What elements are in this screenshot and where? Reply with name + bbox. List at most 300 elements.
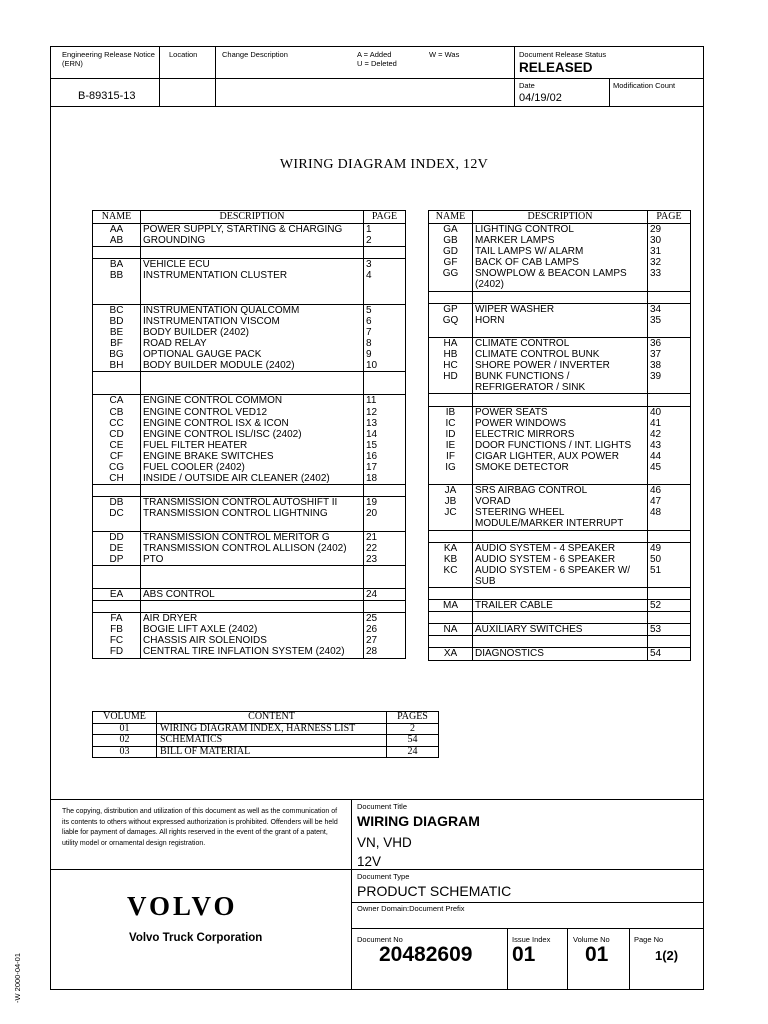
index-code — [429, 291, 473, 303]
volume-pages: 24 — [387, 746, 439, 758]
issue-index-value: 01 — [512, 943, 536, 966]
index-code: GQ — [429, 315, 473, 326]
index-row — [93, 247, 406, 259]
page-title: WIRING DIAGRAM INDEX, 12V — [279, 157, 489, 172]
index-page — [648, 291, 691, 303]
volume-row — [93, 723, 439, 735]
index-page: 41 — [648, 418, 691, 429]
name-header: NAME — [429, 211, 473, 224]
index-row — [93, 418, 406, 429]
index-description: REFRIGERATOR / SINK — [473, 382, 648, 394]
index-code: IB — [429, 406, 473, 418]
index-code: FD — [93, 646, 141, 658]
index-row — [93, 304, 406, 316]
index-page: 6 — [364, 316, 406, 327]
index-description: SNOWPLOW & BEACON LAMPS — [473, 268, 648, 279]
document-title-label: Document Title — [357, 802, 408, 811]
index-description: INSTRUMENTATION QUALCOMM — [141, 304, 364, 316]
index-code — [93, 293, 141, 305]
index-row — [93, 440, 406, 451]
index-description — [473, 473, 648, 485]
index-code — [93, 247, 141, 259]
index-description: POWER SUPPLY, STARTING & CHARGING — [141, 224, 364, 236]
document-title-line-3: 12V — [357, 854, 382, 869]
index-code: BH — [93, 360, 141, 372]
index-description: ELECTRIC MIRRORS — [473, 429, 648, 440]
index-page — [364, 293, 406, 305]
index-row — [429, 451, 691, 462]
index-description — [141, 383, 364, 395]
index-row — [429, 530, 691, 542]
index-page — [364, 372, 406, 384]
index-code: GG — [429, 268, 473, 279]
index-page — [648, 530, 691, 542]
index-page: 17 — [364, 462, 406, 473]
index-page: 3 — [364, 259, 406, 271]
index-description: BOGIE LIFT AXLE (2402) — [141, 624, 364, 635]
index-description: AUXILIARY SWITCHES — [473, 624, 648, 636]
index-description: ENGINE BRAKE SWITCHES — [141, 451, 364, 462]
index-page — [648, 636, 691, 648]
date-label: Date — [519, 81, 535, 90]
index-code: FB — [93, 624, 141, 635]
index-row — [429, 496, 691, 507]
index-description: AUDIO SYSTEM - 6 SPEAKER W/ — [473, 565, 648, 576]
index-row — [429, 326, 691, 338]
index-description — [141, 485, 364, 497]
index-page: 32 — [648, 257, 691, 268]
index-description: TAIL LAMPS W/ ALARM — [473, 246, 648, 257]
index-code: BC — [93, 304, 141, 316]
index-row — [93, 259, 406, 271]
index-row — [93, 601, 406, 613]
modification-count-label: Modification Count — [613, 81, 676, 90]
index-page: 7 — [364, 327, 406, 338]
index-code — [93, 281, 141, 292]
index-description: SMOKE DETECTOR — [473, 462, 648, 473]
index-row — [93, 543, 406, 554]
pages-header: PAGES — [387, 712, 439, 724]
index-code: GB — [429, 235, 473, 246]
index-code: HB — [429, 349, 473, 360]
page-header: PAGE — [648, 211, 691, 224]
added-legend: A = Added — [357, 50, 392, 59]
index-code — [93, 519, 141, 531]
index-description — [141, 372, 364, 384]
index-page: 27 — [364, 635, 406, 646]
index-description — [141, 601, 364, 613]
index-description: AUDIO SYSTEM - 4 SPEAKER — [473, 542, 648, 554]
volume-header-row — [93, 712, 439, 724]
index-page: 44 — [648, 451, 691, 462]
volume-number-label: Volume No — [573, 935, 610, 944]
index-row — [429, 565, 691, 576]
index-row — [93, 360, 406, 372]
index-page — [364, 281, 406, 292]
index-code: MA — [429, 600, 473, 612]
index-description — [141, 577, 364, 589]
copyright-notice: The copying, distribution and utilization of this document as well as the communication of its contents to others without expressed authorization is prohibited. Offenders will be held liable for payment of damages. All rights reserved in the event of the grant of a patent, utility model or ornamental design registration. — [62, 808, 338, 847]
index-code — [429, 326, 473, 338]
index-code: FA — [93, 613, 141, 625]
index-page: 38 — [648, 360, 691, 371]
index-description: CLIMATE CONTROL BUNK — [473, 349, 648, 360]
index-code — [429, 394, 473, 406]
index-code — [429, 636, 473, 648]
index-description: CIGAR LIGHTER, AUX POWER — [473, 451, 648, 462]
index-description: ABS CONTROL — [141, 589, 364, 601]
index-page: 11 — [364, 395, 406, 407]
index-row — [429, 224, 691, 236]
index-code: XA — [429, 648, 473, 660]
index-code: CE — [93, 440, 141, 451]
index-code — [429, 576, 473, 588]
index-description: FUEL COOLER (2402) — [141, 462, 364, 473]
index-page: 26 — [364, 624, 406, 635]
index-code — [429, 279, 473, 291]
index-description: AUDIO SYSTEM - 6 SPEAKER — [473, 554, 648, 565]
index-code — [429, 473, 473, 485]
index-row — [93, 395, 406, 407]
index-code: CC — [93, 418, 141, 429]
index-row — [429, 268, 691, 279]
index-page — [364, 485, 406, 497]
index-row — [429, 624, 691, 636]
index-page: 15 — [364, 440, 406, 451]
index-row — [93, 349, 406, 360]
index-description: GROUNDING — [141, 235, 364, 247]
index-code: GA — [429, 224, 473, 236]
index-row — [429, 371, 691, 382]
index-code: KC — [429, 565, 473, 576]
index-page: 39 — [648, 371, 691, 382]
index-page: 18 — [364, 473, 406, 485]
index-description — [141, 281, 364, 292]
index-row — [93, 293, 406, 305]
index-row — [429, 542, 691, 554]
index-page: 43 — [648, 440, 691, 451]
index-description: SRS AIRBAG CONTROL — [473, 485, 648, 497]
index-row — [93, 383, 406, 395]
index-page: 29 — [648, 224, 691, 236]
index-description: FUEL FILTER HEATER — [141, 440, 364, 451]
volume-pages: 2 — [387, 723, 439, 735]
index-description — [473, 612, 648, 624]
name-header: NAME — [93, 211, 141, 224]
index-code: JA — [429, 485, 473, 497]
index-code — [429, 382, 473, 394]
index-description: ROAD RELAY — [141, 338, 364, 349]
index-page: 8 — [364, 338, 406, 349]
right-index-table — [428, 210, 691, 661]
index-page: 47 — [648, 496, 691, 507]
index-row — [429, 235, 691, 246]
index-row — [93, 485, 406, 497]
index-code: CB — [93, 407, 141, 418]
index-row — [429, 360, 691, 371]
index-row — [429, 429, 691, 440]
index-description: VEHICLE ECU — [141, 259, 364, 271]
index-description: (2402) — [473, 279, 648, 291]
side-form-code: -W 2000-04-01 — [13, 952, 22, 1003]
index-description: CHASSIS AIR SOLENOIDS — [141, 635, 364, 646]
index-page: 9 — [364, 349, 406, 360]
index-code: JC — [429, 507, 473, 518]
index-description: SHORE POWER / INVERTER — [473, 360, 648, 371]
content-header: CONTENT — [157, 712, 387, 724]
index-description — [141, 247, 364, 259]
index-page: 23 — [364, 554, 406, 566]
index-page: 40 — [648, 406, 691, 418]
index-code: IC — [429, 418, 473, 429]
index-description: INSTRUMENTATION VISCOM — [141, 316, 364, 327]
page-number-label: Page No — [634, 935, 664, 944]
index-code: HA — [429, 337, 473, 349]
index-description: TRANSMISSION CONTROL AUTOSHIFT II — [141, 497, 364, 509]
index-row — [93, 407, 406, 418]
index-description: BACK OF CAB LAMPS — [473, 257, 648, 268]
index-page: 21 — [364, 531, 406, 543]
index-page: 50 — [648, 554, 691, 565]
index-page: 13 — [364, 418, 406, 429]
index-row — [429, 485, 691, 497]
index-page — [648, 279, 691, 291]
index-page — [648, 326, 691, 338]
index-description: ENGINE CONTROL ISL/ISC (2402) — [141, 429, 364, 440]
index-code: DB — [93, 497, 141, 509]
index-code: DD — [93, 531, 141, 543]
index-description: INSTRUMENTATION CLUSTER — [141, 270, 364, 281]
index-description: SUB — [473, 576, 648, 588]
index-row — [429, 612, 691, 624]
index-description: ENGINE CONTROL ISX & ICON — [141, 418, 364, 429]
left-index-table — [92, 210, 406, 659]
index-row — [429, 394, 691, 406]
index-page — [364, 519, 406, 531]
index-row — [429, 418, 691, 429]
index-code: CH — [93, 473, 141, 485]
index-page — [364, 577, 406, 589]
index-row — [429, 576, 691, 588]
index-page: 35 — [648, 315, 691, 326]
index-row — [93, 531, 406, 543]
right-index-header-row — [429, 211, 691, 224]
index-row — [429, 406, 691, 418]
index-row — [429, 600, 691, 612]
index-page — [364, 383, 406, 395]
index-page: 14 — [364, 429, 406, 440]
document-number-value: 20482609 — [379, 943, 473, 966]
index-row — [93, 577, 406, 589]
volume-number: 01 — [93, 723, 157, 735]
index-page: 20 — [364, 508, 406, 519]
company-name: Volvo Truck Corporation — [129, 932, 263, 944]
index-description: AIR DRYER — [141, 613, 364, 625]
index-page: 53 — [648, 624, 691, 636]
index-description: TRANSMISSION CONTROL MERITOR G — [141, 531, 364, 543]
page-number-value: 1(2) — [655, 948, 679, 963]
index-description: STEERING WHEEL — [473, 507, 648, 518]
index-page: 10 — [364, 360, 406, 372]
volume-pages: 54 — [387, 735, 439, 747]
document-title-line-2: VN, VHD — [357, 835, 412, 850]
index-page — [648, 382, 691, 394]
index-page — [648, 394, 691, 406]
index-code — [93, 565, 141, 577]
index-page: 33 — [648, 268, 691, 279]
index-code: FC — [93, 635, 141, 646]
index-page — [648, 612, 691, 624]
volume-number: 03 — [93, 746, 157, 758]
index-page: 45 — [648, 462, 691, 473]
index-row — [429, 291, 691, 303]
index-code — [93, 601, 141, 613]
deleted-legend: U = Deleted — [357, 59, 397, 68]
index-page: 28 — [364, 646, 406, 658]
index-code: JB — [429, 496, 473, 507]
index-row — [93, 235, 406, 247]
index-description — [473, 530, 648, 542]
index-page: 42 — [648, 429, 691, 440]
index-row — [429, 462, 691, 473]
index-code — [93, 372, 141, 384]
index-page: 52 — [648, 600, 691, 612]
index-description: ENGINE CONTROL VED12 — [141, 407, 364, 418]
index-page — [364, 601, 406, 613]
status-value: RELEASED — [519, 60, 593, 75]
index-page: 31 — [648, 246, 691, 257]
index-row — [93, 281, 406, 292]
index-row — [93, 508, 406, 519]
index-description: LIGHTING CONTROL — [473, 224, 648, 236]
index-row — [93, 451, 406, 462]
index-code — [429, 588, 473, 600]
index-row — [93, 327, 406, 338]
index-code — [93, 383, 141, 395]
index-code: HD — [429, 371, 473, 382]
index-page: 37 — [648, 349, 691, 360]
index-row — [93, 270, 406, 281]
index-code: CF — [93, 451, 141, 462]
index-code: IE — [429, 440, 473, 451]
index-description — [473, 636, 648, 648]
index-row — [429, 473, 691, 485]
document-title-line-1: WIRING DIAGRAM — [357, 813, 480, 829]
index-row — [429, 518, 691, 530]
index-page: 48 — [648, 507, 691, 518]
index-page — [364, 247, 406, 259]
index-description: VORAD — [473, 496, 648, 507]
index-page: 30 — [648, 235, 691, 246]
index-description: POWER SEATS — [473, 406, 648, 418]
volume-header: VOLUME — [93, 712, 157, 724]
index-code: AA — [93, 224, 141, 236]
volume-content: BILL OF MATERIAL — [157, 746, 387, 758]
index-page: 24 — [364, 589, 406, 601]
document-number-label: Document No — [357, 935, 403, 944]
index-code: DE — [93, 543, 141, 554]
index-page: 46 — [648, 485, 691, 497]
index-description: DIAGNOSTICS — [473, 648, 648, 660]
index-code: CA — [93, 395, 141, 407]
volume-content: SCHEMATICS — [157, 735, 387, 747]
index-description: BODY BUILDER (2402) — [141, 327, 364, 338]
index-row — [429, 257, 691, 268]
index-row — [93, 372, 406, 384]
index-row — [429, 337, 691, 349]
volvo-logo: VOLVO — [127, 891, 238, 921]
index-description: HORN — [473, 315, 648, 326]
index-row — [429, 440, 691, 451]
index-description: BUNK FUNCTIONS / — [473, 371, 648, 382]
description-header: DESCRIPTION — [473, 211, 648, 224]
index-row — [93, 646, 406, 658]
index-code: IF — [429, 451, 473, 462]
left-index-header-row — [93, 211, 406, 224]
index-page — [364, 565, 406, 577]
index-description: ENGINE CONTROL COMMON — [141, 395, 364, 407]
index-description — [141, 565, 364, 577]
index-description: POWER WINDOWS — [473, 418, 648, 429]
index-description: MODULE/MARKER INTERRUPT — [473, 518, 648, 530]
index-code — [93, 577, 141, 589]
index-description — [473, 326, 648, 338]
index-description: MARKER LAMPS — [473, 235, 648, 246]
index-code: DC — [93, 508, 141, 519]
index-page: 54 — [648, 648, 691, 660]
index-code: CD — [93, 429, 141, 440]
index-description: OPTIONAL GAUGE PACK — [141, 349, 364, 360]
index-row — [93, 635, 406, 646]
index-code: ID — [429, 429, 473, 440]
index-page — [648, 588, 691, 600]
index-page: 22 — [364, 543, 406, 554]
change-description-label: Change Description — [222, 50, 288, 59]
index-page: 25 — [364, 613, 406, 625]
index-page: 16 — [364, 451, 406, 462]
index-page: 5 — [364, 304, 406, 316]
index-page: 51 — [648, 565, 691, 576]
volume-number-value: 01 — [585, 943, 609, 966]
index-description: DOOR FUNCTIONS / INT. LIGHTS — [473, 440, 648, 451]
ern-label: Engineering Release Notice (ERN) — [62, 50, 155, 68]
index-row — [429, 554, 691, 565]
index-row — [93, 589, 406, 601]
index-description: TRAILER CABLE — [473, 600, 648, 612]
index-row — [93, 613, 406, 625]
index-code: BG — [93, 349, 141, 360]
date-value: 04/19/02 — [519, 92, 562, 104]
index-code: BE — [93, 327, 141, 338]
index-description: BODY BUILDER MODULE (2402) — [141, 360, 364, 372]
index-description — [473, 394, 648, 406]
index-page — [648, 518, 691, 530]
index-row — [429, 588, 691, 600]
index-description: CLIMATE CONTROL — [473, 337, 648, 349]
index-code: GF — [429, 257, 473, 268]
index-description — [141, 293, 364, 305]
index-code: BD — [93, 316, 141, 327]
index-page: 36 — [648, 337, 691, 349]
index-description: INSIDE / OUTSIDE AIR CLEANER (2402) — [141, 473, 364, 485]
index-row — [93, 554, 406, 566]
index-code: CG — [93, 462, 141, 473]
index-code: DP — [93, 554, 141, 566]
index-code: GP — [429, 303, 473, 315]
owner-domain-label: Owner Domain:Document Prefix — [357, 904, 465, 913]
index-code: BF — [93, 338, 141, 349]
index-row — [429, 349, 691, 360]
